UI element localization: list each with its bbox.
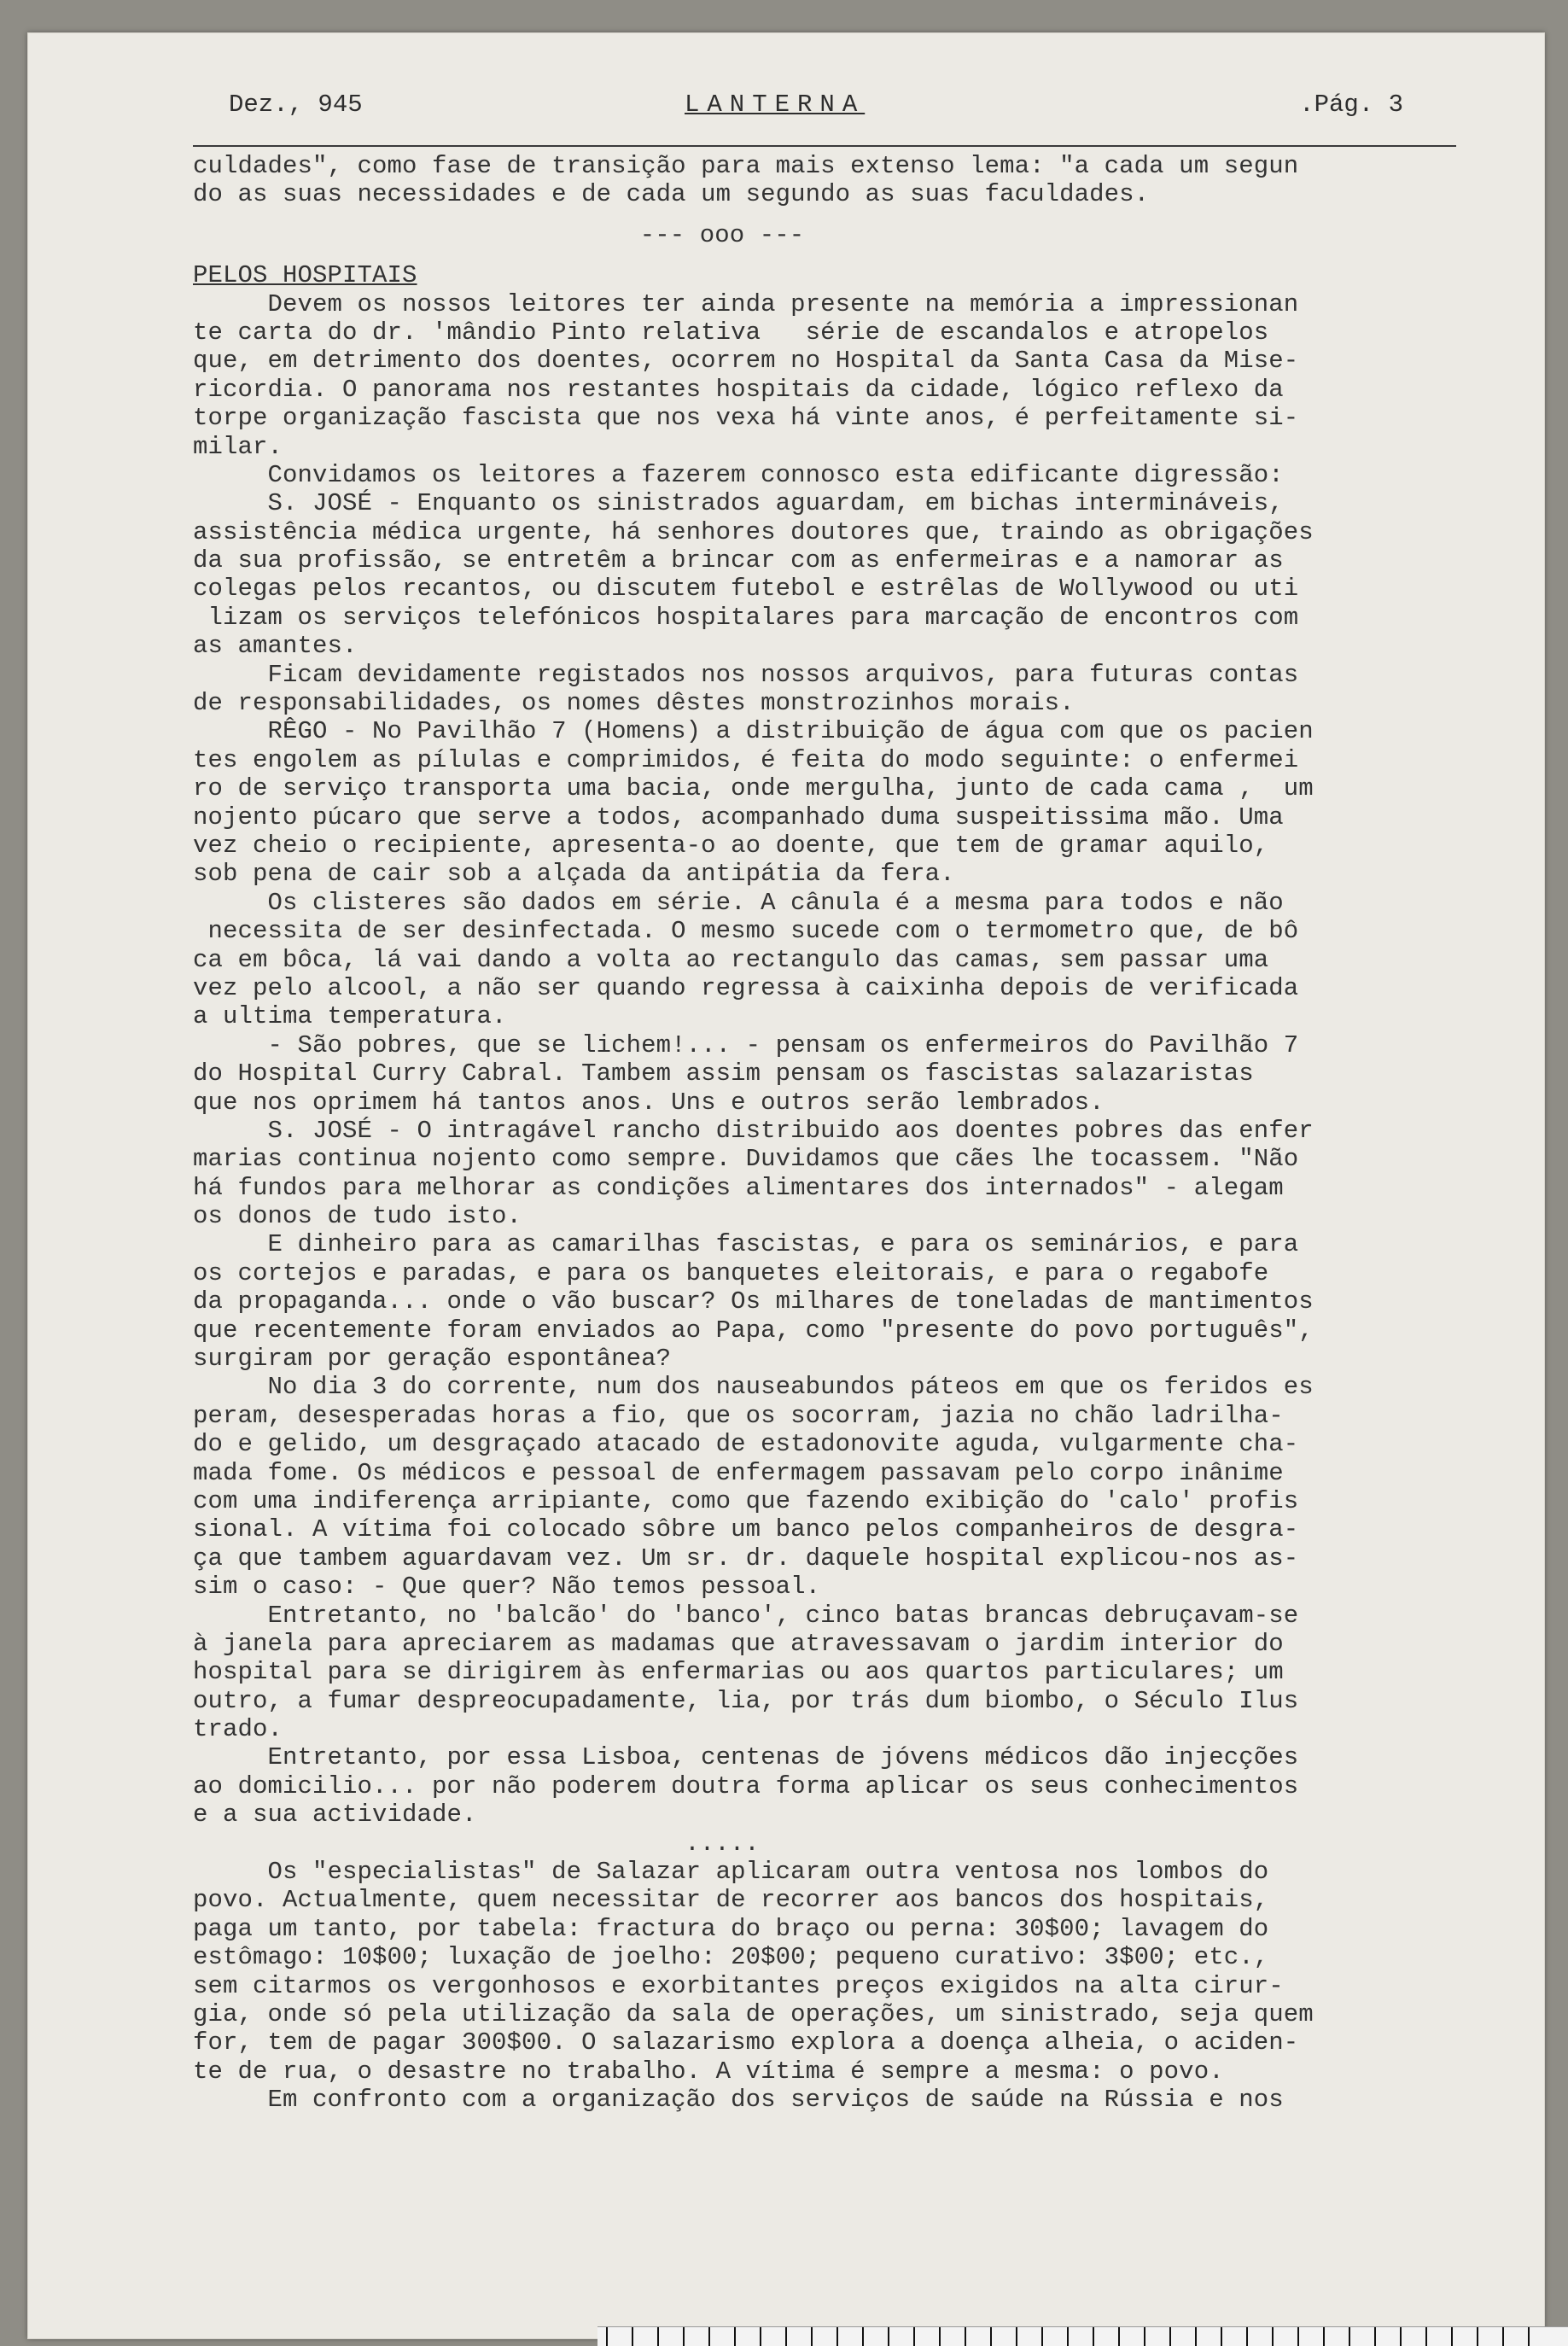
- text-line: necessita de ser desinfectada. O mesmo sucede com o termometro que, de bô: [193, 917, 1299, 946]
- text-line: há fundos para melhorar as condições alimentares dos internados" - alegam: [193, 1173, 1284, 1202]
- text-line: da propaganda... onde o vão buscar? Os milhares de toneladas de mantimentos: [193, 1287, 1314, 1316]
- text-line: S. JOSÉ - Enquanto os sinistrados aguardam, em bichas intermináveis,: [193, 489, 1284, 518]
- text-line: ao domicilio... por não poderem doutra forma aplicar os seus conhecimentos: [193, 1771, 1299, 1800]
- section-dots: .....: [685, 1829, 760, 1858]
- text-line: ca em bôca, lá vai dando a volta ao rectangulo das camas, sem passar uma: [193, 945, 1269, 974]
- text-line: culdades", como fase de transição para mais extenso lema: "a cada um segun: [193, 152, 1299, 180]
- spacer: [193, 249, 1473, 261]
- text-line: que nos oprimem há tantos anos. Uns e outros serão lembrados.: [193, 1088, 1105, 1117]
- text-line: do Hospital Curry Cabral. Tambem assim pensam os fascistas salazaristas: [193, 1059, 1254, 1088]
- text-line: No dia 3 do corrente, num dos nauseabundos páteos em que os feridos es: [193, 1373, 1314, 1402]
- text-line: E dinheiro para as camarilhas fascistas, e para os seminários, e para: [193, 1230, 1299, 1259]
- text-line: vez cheio o recipiente, apresenta-o ao doente, que tem de gramar aquilo,: [193, 831, 1269, 860]
- text-line: povo. Actualmente, quem necessitar de recorrer aos bancos dos hospitais,: [193, 1886, 1269, 1915]
- text-line: Devem os nossos leitores ter ainda presente na memória a impressionan: [193, 289, 1299, 318]
- text-line: sob pena de cair sob a alçada da antipátia da fera.: [193, 860, 955, 889]
- text-line: estômago: 10$00; luxação de joelho: 20$00; pequeno curativo: 3$00; etc.,: [193, 1943, 1269, 1972]
- scan-ruler-strip: [597, 2326, 1568, 2346]
- text-line: for, tem de pagar 300$00. O salazarismo explora a doença alheia, o aciden-: [193, 2028, 1299, 2057]
- text-line: Em confronto com a organização dos serviços de saúde na Rússia e nos: [193, 2086, 1284, 2115]
- text-line: de responsabilidades, os nomes dêstes monstrozinhos morais.: [193, 689, 1075, 718]
- section-separator: --- ooo ---: [639, 220, 805, 249]
- text-line: peram, desesperadas horas a fio, que os socorram, jazia no chão ladrilha-: [193, 1401, 1284, 1430]
- page-header: [198, 90, 1419, 138]
- text-line: colegas pelos recantos, ou discutem futebol e estrêlas de Wollywood ou uti: [193, 575, 1299, 604]
- text-line: do e gelido, um desgraçado atacado de estadonovite aguda, vulgarmente cha-: [193, 1430, 1299, 1459]
- text-line: que recentemente foram enviados ao Papa, como "presente do povo português",: [193, 1316, 1314, 1345]
- section-body: [193, 290, 1473, 1830]
- text-line: e a sua actividade.: [193, 1800, 477, 1830]
- text-line: S. JOSÉ - O intragável rancho distribuido aos doentes pobres das enfer: [193, 1116, 1314, 1145]
- text-line: gia, onde só pela utilização da sala de operações, um sinistrado, seja quem: [193, 2000, 1314, 2028]
- text-line: marias continua nojento como sempre. Duvidamos que cães lhe tocassem. "Não: [193, 1145, 1299, 1174]
- text-line: lizam os serviços telefónicos hospitalares para marcação de encontros com: [193, 603, 1299, 632]
- text-line: do as suas necessidades e de cada um segundo as suas faculdades.: [193, 180, 1150, 209]
- text-line: Os "especialistas" de Salazar aplicaram outra ventosa nos lombos do: [193, 1858, 1269, 1887]
- text-line: te de rua, o desastre no trabalho. A vítima é sempre a mesma: o povo.: [193, 2057, 1224, 2086]
- text-line: os donos de tudo isto.: [193, 1202, 522, 1231]
- text-line: outro, a fumar despreocupadamente, lia, por trás dum biombo, o Século Ilus: [193, 1686, 1299, 1715]
- text-line: as amantes.: [193, 632, 358, 661]
- text-line: a ultima temperatura.: [193, 1002, 507, 1031]
- spacer: [193, 209, 1473, 221]
- text-line: tes engolem as pílulas e comprimidos, é feita do modo seguinte: o enfermei: [193, 745, 1299, 774]
- text-line: - São pobres, que se lichem!... - pensam os enfermeiros do Pavilhão 7: [193, 1030, 1299, 1059]
- text-line: que, em detrimento dos doentes, ocorrem no Hospital da Santa Casa da Mise-: [193, 347, 1299, 376]
- text-line: sem citarmos os vergonhosos e exorbitantes preços exigidos na alta cirur-: [193, 1971, 1284, 2000]
- text-line: ro de serviço transporta uma bacia, onde mergulha, junto de cada cama , um: [193, 774, 1314, 803]
- text-line: torpe organização fascista que nos vexa há vinte anos, é perfeitamente si-: [193, 404, 1299, 433]
- article-body: [193, 152, 1473, 2115]
- text-line: sional. A vítima foi colocado sôbre um banco pelos companheiros de desgra-: [193, 1515, 1299, 1544]
- text-line: à janela para apreciarem as madamas que atravessavam o jardim interior do: [193, 1629, 1284, 1658]
- intro-block: [193, 152, 1473, 209]
- text-line: trado.: [193, 1715, 283, 1744]
- header-date: Dez., 945: [229, 90, 363, 119]
- text-line: Convidamos os leitores a fazerem connosco esta edificante digressão:: [193, 460, 1284, 489]
- header-title: LANTERNA: [685, 90, 866, 119]
- text-line: Entretanto, no 'balcão' do 'banco', cinco batas brancas debruçavam-se: [193, 1601, 1299, 1630]
- text-line: Entretanto, por essa Lisboa, centenas de jóvens médicos dão injecções: [193, 1743, 1299, 1772]
- text-line: paga um tanto, por tabela: fractura do braço ou perna: 30$00; lavagem do: [193, 1914, 1269, 1943]
- text-line: RÊGO - No Pavilhão 7 (Homens) a distribuição de água com que os pacien: [193, 717, 1314, 746]
- text-line: nojento púcaro que serve a todos, acompanhado duma suspeitissima mão. Uma: [193, 802, 1284, 832]
- text-line: milar.: [193, 432, 283, 461]
- text-line: hospital para se dirigirem às enfermarias ou aos quartos particulares; um: [193, 1658, 1284, 1687]
- text-line: mada fome. Os médicos e pessoal de enfermagem passavam pelo corpo inânime: [193, 1458, 1284, 1487]
- closing-section: [193, 1858, 1473, 2115]
- header-divider: [193, 145, 1456, 147]
- text-line: vez pelo alcool, a não ser quando regressa à caixinha depois de verificada: [193, 973, 1299, 1002]
- text-line: da sua profissão, se entretêm a brincar com as enfermeiras e a namorar as: [193, 546, 1284, 575]
- section-heading: PELOS HOSPITAIS: [193, 261, 417, 290]
- text-line: sim o caso: - Que quer? Não temos pessoal.: [193, 1573, 821, 1602]
- text-line: assistência médica urgente, há senhores doutores que, traindo as obrigações: [193, 517, 1314, 546]
- text-line: te carta do dr. 'mândio Pinto relativa série de escandalos e atropelos: [193, 318, 1269, 347]
- text-line: com uma indiferença arripiante, como que fazendo exibição do 'calo' profis: [193, 1486, 1299, 1515]
- text-line: os cortejos e paradas, e para os banquetes eleitorais, e para o regabofe: [193, 1258, 1269, 1287]
- header-page-number: .Pág. 3: [1299, 90, 1403, 119]
- text-line: Os clisteres são dados em série. A cânula é a mesma para todos e não: [193, 888, 1284, 917]
- text-line: ricordia. O panorama nos restantes hospitais da cidade, lógico reflexo da: [193, 375, 1284, 404]
- text-line: surgiram por geração espontânea?: [193, 1345, 672, 1374]
- text-line: Ficam devidamente registados nos nossos arquivos, para futuras contas: [193, 660, 1299, 689]
- text-line: ça que tambem aguardavam vez. Um sr. dr. daquele hospital explicou-nos as-: [193, 1544, 1299, 1573]
